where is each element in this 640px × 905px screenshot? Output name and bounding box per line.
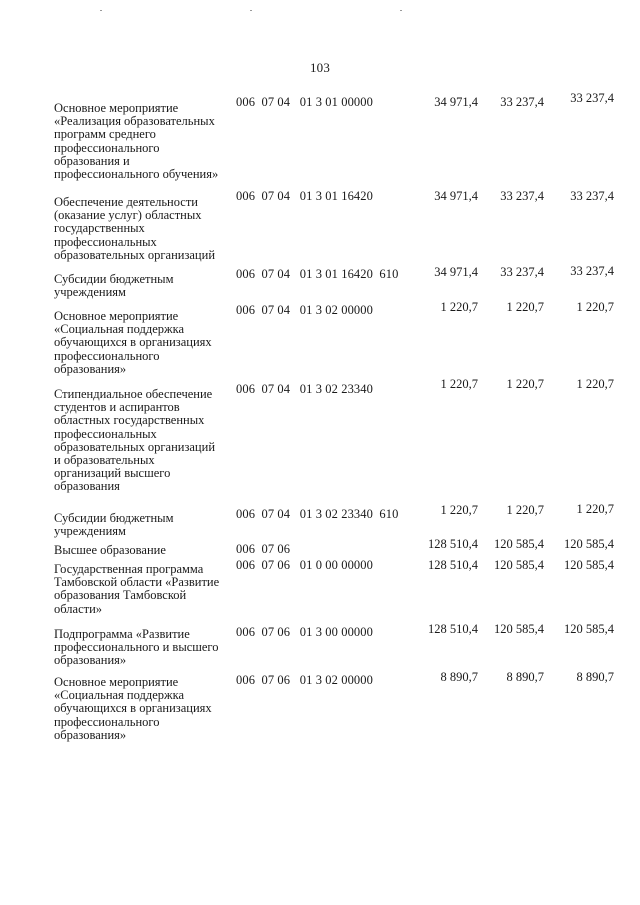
row-name: Основное мероприятие «Социальная поддержка обучающихся в организациях профессионального образования» [54, 675, 212, 742]
row-value-3: 1 220,7 [576, 502, 614, 516]
row-value-3: 33 237,4 [570, 91, 614, 105]
row-value-2: 1 220,7 [506, 503, 544, 517]
row-value-1: 1 220,7 [440, 300, 478, 314]
row-name: Субсидии бюджетным учреждениям [54, 272, 174, 300]
row-code: 006 07 04 01 3 01 16420 [236, 189, 373, 203]
row-code: 006 07 04 01 3 01 00000 [236, 95, 373, 109]
scan-mark [100, 10, 102, 11]
row-value-2: 33 237,4 [500, 189, 544, 203]
row-code: 006 07 04 01 3 02 23340 610 [236, 507, 399, 521]
row-code: 006 07 04 01 3 02 00000 [236, 303, 373, 317]
row-value-2: 1 220,7 [506, 300, 544, 314]
row-value-1: 128 510,4 [428, 558, 478, 572]
row-code: 006 07 06 [236, 542, 291, 556]
scan-mark [400, 10, 402, 11]
row-value-2: 1 220,7 [506, 377, 544, 391]
row-value-1: 128 510,4 [428, 622, 478, 636]
row-name: Субсидии бюджетным учреждениям [54, 511, 174, 539]
scan-mark [250, 10, 252, 11]
row-code: 006 07 04 01 3 02 23340 [236, 382, 373, 396]
row-value-1: 34 971,4 [434, 189, 478, 203]
row-value-3: 8 890,7 [576, 670, 614, 684]
row-value-3: 120 585,4 [564, 558, 614, 572]
row-name: Обеспечение деятельности (оказание услуг) областных государственных профессиональных образовательных организаций [54, 195, 216, 262]
row-name: Подпрограмма «Развитие профессионального и высшего образования» [54, 627, 219, 668]
row-value-3: 33 237,4 [570, 189, 614, 203]
row-name: Основное мероприятие «Реализация образовательных программ среднего профессионального образования и профессионального обучения» [54, 101, 219, 182]
row-value-3: 1 220,7 [576, 377, 614, 391]
row-code: 006 07 06 01 3 00 00000 [236, 625, 373, 639]
row-value-2: 8 890,7 [506, 670, 544, 684]
row-value-3: 120 585,4 [564, 537, 614, 551]
row-name: Стипендиальное обеспечение студентов и аспирантов областных государственных профессиональных образовательных организаций и образовательных организаций высшего образования [54, 387, 216, 494]
row-value-3: 33 237,4 [570, 264, 614, 278]
row-value-2: 120 585,4 [494, 622, 544, 636]
row-value-2: 120 585,4 [494, 537, 544, 551]
row-value-1: 34 971,4 [434, 265, 478, 279]
row-value-1: 128 510,4 [428, 537, 478, 551]
row-value-1: 1 220,7 [440, 503, 478, 517]
row-name: Основное мероприятие «Социальная поддержка обучающихся в организациях профессионального образования» [54, 309, 212, 376]
row-name: Государственная программа Тамбовской области «Развитие образования Тамбовской области» [54, 562, 220, 616]
page-number: 103 [309, 60, 331, 75]
row-value-3: 1 220,7 [576, 300, 614, 314]
row-value-1: 1 220,7 [440, 377, 478, 391]
row-value-1: 8 890,7 [440, 670, 478, 684]
row-code: 006 07 06 01 3 02 00000 [236, 673, 373, 687]
row-value-2: 120 585,4 [494, 558, 544, 572]
row-value-2: 33 237,4 [500, 95, 544, 109]
row-value-1: 34 971,4 [434, 95, 478, 109]
row-value-2: 33 237,4 [500, 265, 544, 279]
row-name: Высшее образование [54, 543, 166, 557]
row-code: 006 07 06 01 0 00 00000 [236, 558, 373, 572]
row-code: 006 07 04 01 3 01 16420 610 [236, 267, 399, 281]
row-value-3: 120 585,4 [564, 622, 614, 636]
